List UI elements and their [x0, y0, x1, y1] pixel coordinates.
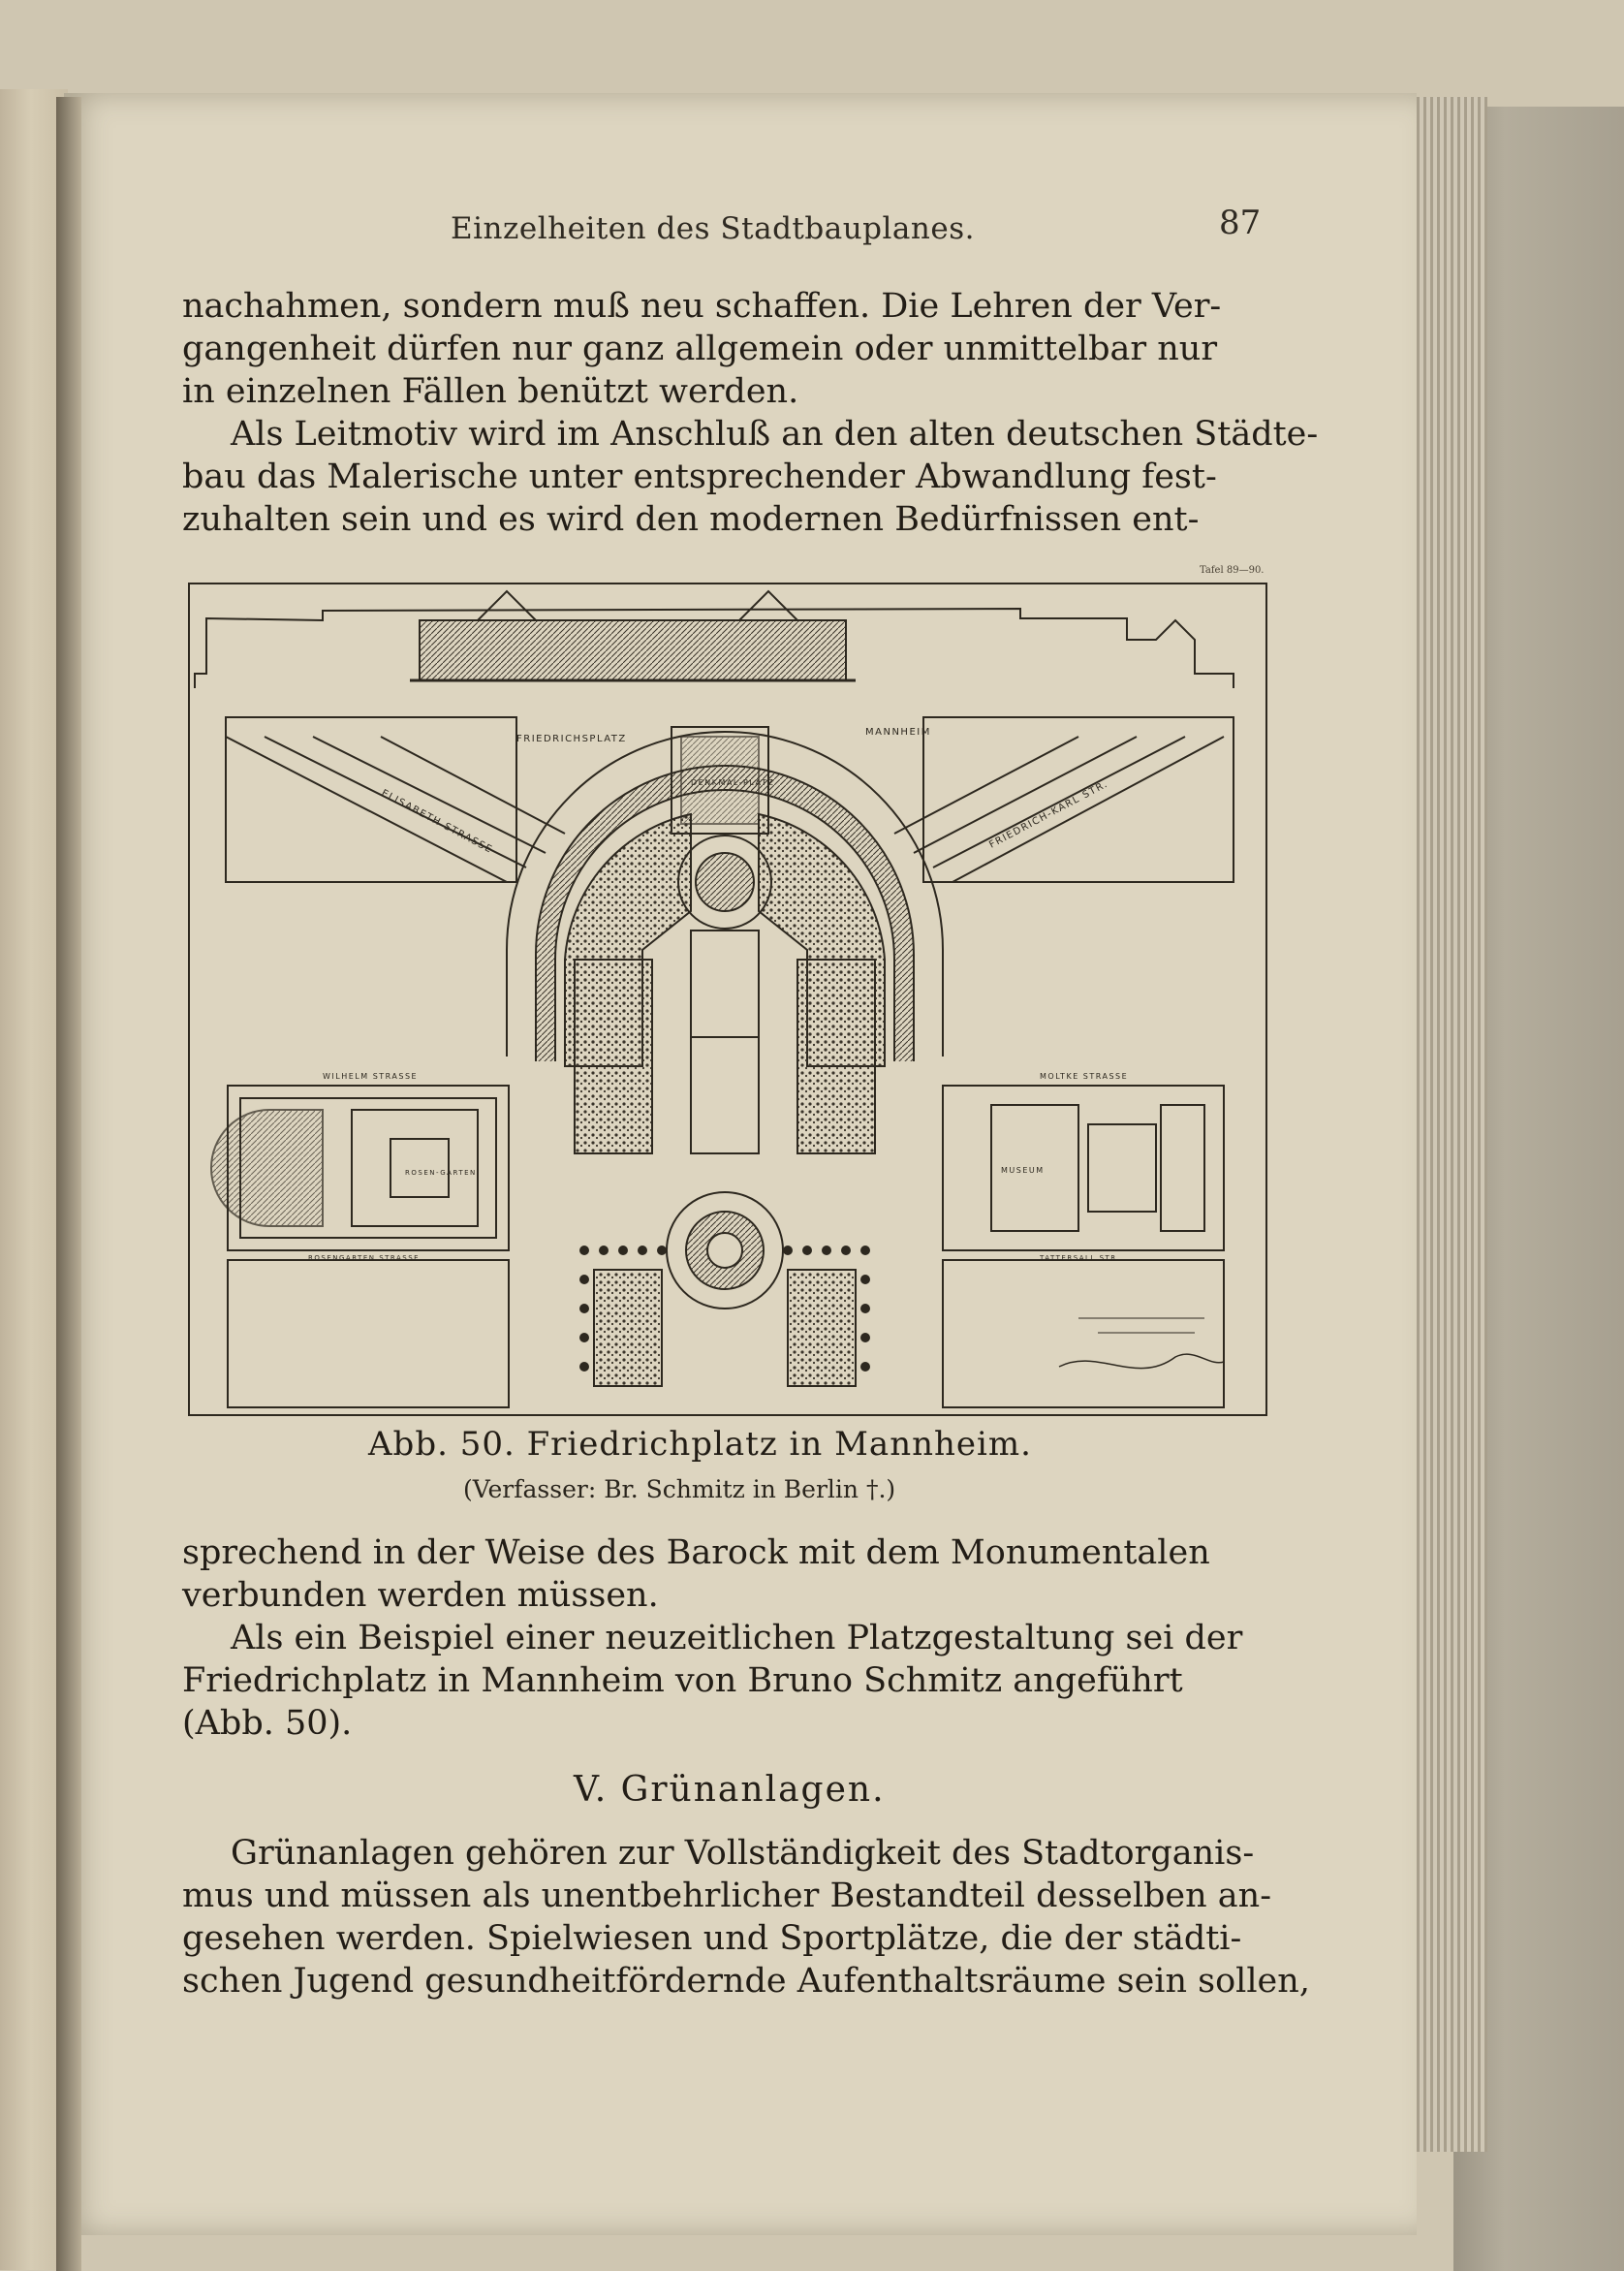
label-friedrich-karl-str: FRIEDRICH-KARL STR. [987, 778, 1110, 851]
text-line: nachahmen, sondern muß neu schaffen. Die Lehren der Ver- [182, 287, 1222, 326]
signature [1059, 1354, 1224, 1368]
block-southeast [943, 1260, 1224, 1407]
bed-southwest [594, 1270, 662, 1386]
figure-caption-author: (Verfasser: Br. Schmitz in Berlin †.) [463, 1475, 896, 1503]
site-plan-figure [187, 582, 1268, 1417]
text-line: mus und müssen als unentbehrlicher Bestandteil desselben an- [182, 1877, 1272, 1915]
text-line: bau das Malerische unter entsprechender Abwandlung fest- [182, 457, 1217, 496]
text-line: gangenheit dürfen nur ganz allgemein oder unmittelbar nur [182, 330, 1218, 368]
text-line: (Abb. 50). [182, 1704, 353, 1743]
figure-caption-title: Abb. 50. Friedrichplatz in Mannheim. [368, 1425, 1032, 1464]
text-line: gesehen werden. Spielwiesen und Sportplätze, die der städti- [182, 1919, 1242, 1958]
paragraph-1 [182, 285, 1319, 541]
block-northwest [226, 717, 516, 882]
label-friedrichsplatz: FRIEDRICHSPLATZ [516, 734, 627, 744]
block-rosengarten [211, 1086, 509, 1250]
label-rosengarten: ROSEN-GARTEN [405, 1169, 477, 1177]
label-mannheim: MANNHEIM [865, 727, 931, 738]
text-line: Friedrichplatz in Mannheim von Bruno Schmitz angeführt [182, 1661, 1183, 1700]
paragraph-3 [182, 1832, 1310, 2003]
text-line: Als Leitmotiv wird im Anschluß an den alten deutschen Städte- [231, 415, 1319, 454]
text-line: schen Jugend gesundheitfördernde Aufenthaltsräume sein sollen, [182, 1962, 1310, 2001]
fountain [667, 1192, 783, 1309]
text-line: zuhalten sein und es wird den modernen Bedürfnissen ent- [182, 500, 1200, 539]
label-rosengarten-strasse: ROSENGARTEN STRASSE [308, 1254, 421, 1262]
section-title: V. Grünanlagen. [574, 1770, 886, 1810]
plate-note: Tafel 89—90. [1200, 565, 1265, 576]
label-moltke-strasse: MOLTKE STRASSE [1040, 1072, 1129, 1081]
label-denkmalplatz: DENKMAL-PLATZ [691, 778, 775, 787]
bed-southeast [788, 1270, 856, 1386]
page-stack-edge [1410, 97, 1487, 2152]
label-tattersall-str: TATTERSALL STR. [1040, 1254, 1121, 1262]
site-plan-drawing [187, 582, 1268, 1417]
building-elevation [195, 591, 1234, 688]
text-line: Als ein Beispiel einer neuzeitlichen Platzgestaltung sei der [231, 1619, 1243, 1657]
text-line: verbunden werden müssen. [182, 1576, 659, 1615]
running-header: Einzelheiten des Stadtbauplanes. [451, 211, 975, 246]
book-gutter [56, 97, 81, 2271]
text-line: sprechend in der Weise des Barock mit dem Monumentalen [182, 1533, 1210, 1572]
text-line: Grünanlagen gehören zur Vollständigkeit des Stadtorganis- [231, 1834, 1255, 1873]
label-museum: MUSEUM [1001, 1166, 1045, 1175]
page-number: 87 [1219, 204, 1262, 242]
block-southwest [228, 1260, 509, 1407]
label-elisabeth-strasse: ELISABETH STRASSE [379, 787, 495, 857]
label-wilhelm-strasse: WILHELM STRASSE [323, 1072, 419, 1081]
paragraph-2 [182, 1531, 1267, 1745]
text-line: in einzelnen Fällen benützt werden. [182, 372, 799, 411]
block-museum [943, 1086, 1224, 1250]
